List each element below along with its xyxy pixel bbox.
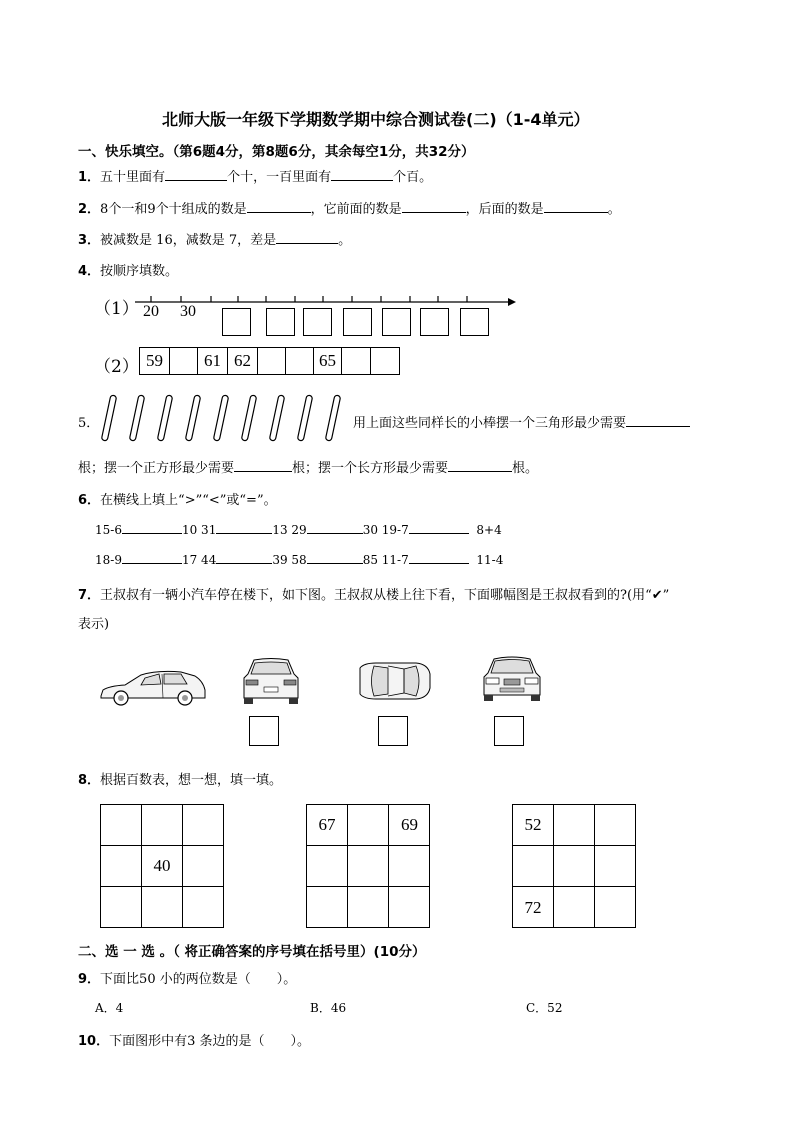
question-3: 3．被减数是 16，减数是 7，差是 。 — [78, 233, 352, 248]
sequence-cell: 59 — [140, 348, 170, 374]
question-9: 9．下面比50 小的两位数是（ ）。 — [78, 972, 297, 987]
grid-cell[interactable] — [389, 887, 430, 928]
option-a[interactable]: A．4 — [95, 1001, 124, 1015]
line-label-20: 20 — [143, 303, 159, 320]
grid-cell[interactable] — [183, 805, 224, 846]
answer-blank[interactable] — [409, 551, 469, 564]
hundred-chart-grid-2 — [306, 804, 430, 928]
car-rear-view-image — [240, 656, 302, 706]
grid-cell[interactable] — [389, 846, 430, 887]
grid-cell[interactable] — [554, 805, 595, 846]
part-2-label: （2） — [94, 357, 139, 377]
grid-cell: 72 — [513, 887, 554, 928]
car-top-view-image — [354, 660, 434, 702]
answer-blank[interactable] — [331, 168, 393, 181]
question-4: 4．按顺序填数。 — [78, 264, 179, 279]
grid-cell: 52 — [513, 805, 554, 846]
answer-blank[interactable] — [216, 551, 272, 564]
answer-blank[interactable] — [276, 231, 338, 244]
hundred-chart-grid-3 — [512, 804, 636, 928]
checkbox-front-view[interactable] — [494, 716, 524, 746]
answer-blank[interactable] — [234, 459, 292, 472]
question-6: 6．在横线上填上“>”“<”或“=”。 — [78, 493, 277, 508]
grid-cell[interactable] — [183, 887, 224, 928]
answer-blank[interactable] — [409, 521, 469, 534]
grid-cell[interactable] — [101, 887, 142, 928]
car-side-view-image — [97, 668, 209, 710]
answer-blank[interactable] — [626, 414, 690, 427]
grid-cell[interactable] — [307, 846, 348, 887]
grid-cell[interactable] — [595, 887, 636, 928]
sequence-cell: 62 — [228, 348, 258, 374]
number-sequence — [139, 347, 400, 375]
hundred-chart-grid-1 — [100, 804, 224, 928]
question-8: 8．根据百数表，想一想，填一填。 — [78, 773, 283, 788]
sticks-illustration — [98, 393, 353, 443]
sequence-cell[interactable] — [258, 348, 286, 374]
answer-blank[interactable] — [307, 551, 363, 564]
grid-cell[interactable] — [101, 805, 142, 846]
grid-cell[interactable] — [348, 846, 389, 887]
grid-cell[interactable] — [348, 887, 389, 928]
grid-cell[interactable] — [595, 846, 636, 887]
grid-cell: 67 — [307, 805, 348, 846]
part-1-label: （1） — [94, 299, 139, 319]
car-front-view-image — [480, 653, 544, 705]
answer-blank[interactable] — [122, 551, 182, 564]
option-b[interactable]: B．46 — [310, 1001, 347, 1015]
sequence-cell: 61 — [198, 348, 228, 374]
option-c[interactable]: C．52 — [526, 1001, 563, 1015]
grid-cell[interactable] — [513, 846, 554, 887]
grid-cell[interactable] — [142, 887, 183, 928]
question-10: 10．下面图形中有3 条边的是（ ）。 — [78, 1034, 310, 1049]
answer-blank[interactable] — [247, 200, 311, 213]
answer-box[interactable] — [460, 308, 489, 336]
answer-blank[interactable] — [165, 168, 227, 181]
question-5-line2: 根；摆一个正方形最少需要 根；摆一个长方形最少需要 根。 — [78, 461, 539, 476]
sequence-cell[interactable] — [371, 348, 399, 374]
line-label-30: 30 — [180, 303, 196, 320]
answer-box[interactable] — [266, 308, 295, 336]
answer-box[interactable] — [343, 308, 372, 336]
question-7: 7．王叔叔有一辆小汽车停在楼下，如下图。王叔叔从楼上往下看，下面哪幅图是王叔叔看到的?(用“✔” — [78, 588, 670, 603]
sequence-cell: 65 — [314, 348, 342, 374]
answer-blank[interactable] — [448, 459, 512, 472]
grid-cell: 69 — [389, 805, 430, 846]
answer-box[interactable] — [420, 308, 449, 336]
checkbox-top-view[interactable] — [378, 716, 408, 746]
section-2-heading: 二、选 一 选 。（ 将正确答案的序号填在括号里）(10分） — [78, 944, 426, 960]
grid-cell[interactable] — [348, 805, 389, 846]
sequence-cell[interactable] — [342, 348, 371, 374]
compare-row-2: 18-9 17 44 39 58 85 11-7 11-4 — [95, 553, 504, 567]
answer-blank[interactable] — [122, 521, 182, 534]
grid-cell[interactable] — [307, 887, 348, 928]
grid-cell[interactable] — [101, 846, 142, 887]
question-7-line2: 表示) — [78, 617, 110, 632]
answer-box[interactable] — [382, 308, 411, 336]
grid-cell[interactable] — [554, 887, 595, 928]
answer-box[interactable] — [222, 308, 251, 336]
answer-blank[interactable] — [402, 200, 466, 213]
compare-row-1: 15-6 10 31 13 29 30 19-7 8+4 — [95, 523, 502, 537]
answer-blank[interactable] — [544, 200, 608, 213]
answer-blank[interactable] — [307, 521, 363, 534]
answer-box[interactable] — [303, 308, 332, 336]
sequence-cell[interactable] — [286, 348, 314, 374]
grid-cell[interactable] — [595, 805, 636, 846]
question-2: 2．8个一和9个十组成的数是 ，它前面的数是 ，后面的数是 。 — [78, 202, 621, 217]
grid-cell[interactable] — [142, 805, 183, 846]
sequence-cell[interactable] — [170, 348, 198, 374]
page-title: 北师大版一年级下学期数学期中综合测试卷(二)（1-4单元） — [162, 110, 590, 129]
question-5-number: 5． — [78, 416, 100, 431]
answer-blank[interactable] — [216, 521, 272, 534]
question-1: 1．五十里面有 个十，一百里面有 个百。 — [78, 170, 433, 185]
grid-cell[interactable] — [183, 846, 224, 887]
grid-cell: 40 — [142, 846, 183, 887]
section-1-heading: 一、快乐填空。（第6题4分，第8题6分，其余每空1分，共32分） — [78, 144, 475, 160]
question-5-line1: 用上面这些同样长的小棒摆一个三角形最少需要 — [353, 412, 690, 431]
checkbox-rear-view[interactable] — [249, 716, 279, 746]
grid-cell[interactable] — [554, 846, 595, 887]
